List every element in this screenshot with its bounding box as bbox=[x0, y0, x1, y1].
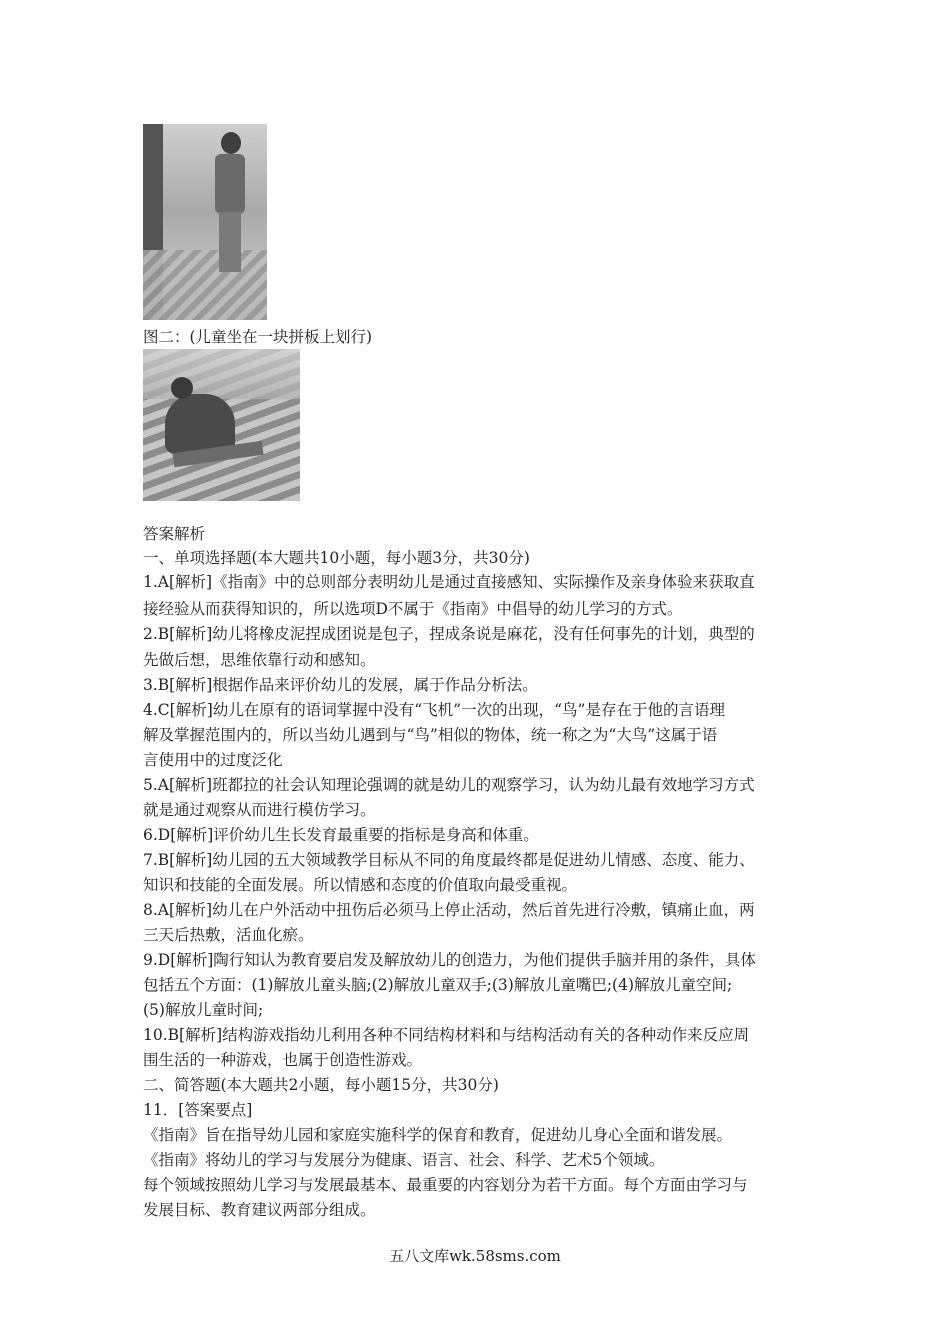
photo-shade bbox=[143, 349, 300, 399]
figure-caption-2: 图二：(儿童坐在一块拼板上划行) bbox=[143, 328, 373, 346]
answer-line: 解及掌握范围内的，所以当幼儿遇到与“鸟”相似的物体，统一称之为“大鸟”这属于语 bbox=[143, 726, 718, 744]
answer-line: 4.C[解析]幼儿在原有的语词掌握中没有“飞机”一次的出现，“鸟”是存在于他的言语理 bbox=[143, 701, 725, 719]
answer-line: 《指南》将幼儿的学习与发展分为健康、语言、社会、科学、艺术5个领域。 bbox=[143, 1151, 665, 1169]
answer-line: 7.B[解析]幼儿园的五大领域教学目标从不同的角度最终都是促进幼儿情感、态度、能力、 bbox=[143, 851, 755, 869]
answer-line: 接经验从而获得知识的，所以选项D不属于《指南》中倡导的幼儿学习的方式。 bbox=[143, 600, 683, 618]
answer-line: 先做后想，思维依靠行动和感知。 bbox=[143, 651, 376, 669]
photo-figure-head bbox=[221, 132, 241, 154]
answer-line: 言使用中的过度泛化 bbox=[143, 751, 283, 769]
photo-figure-legs bbox=[219, 212, 241, 272]
photo-child-on-board bbox=[143, 349, 300, 501]
answer-line: 每个领域按照幼儿学习与发展最基本、最重要的内容划分为若干方面。每个方面由学习与 bbox=[143, 1176, 748, 1194]
section-heading-short-answer: 二、简答题(本大题共2小题，每小题15分，共30分) bbox=[143, 1076, 499, 1094]
answer-line: 10.B[解析]结构游戏指幼儿利用各种不同结构材料和与结构活动有关的各种动作来反应周 bbox=[143, 1026, 750, 1044]
section-heading-choice: 一、单项选择题(本大题共10小题，每小题3分，共30分) bbox=[143, 549, 530, 567]
answer-line: 知识和技能的全面发展。所以情感和态度的价值取向最受重视。 bbox=[143, 876, 578, 894]
answer-line: 2.B[解析]幼儿将橡皮泥捏成团说是包子，捏成条说是麻花，没有任何事先的计划，典型的 bbox=[143, 625, 755, 643]
answer-line: 围生活的一种游戏，也属于创造性游戏。 bbox=[143, 1051, 423, 1069]
answer-line: 8.A[解析]幼儿在户外活动中扭伤后必须马上停止活动，然后首先进行冷敷，镇痛止血，两 bbox=[143, 901, 755, 919]
section-heading-answers: 答案解析 bbox=[143, 525, 206, 543]
answer-line: 9.D[解析]陶行知认为教育要启发及解放幼儿的创造力，为他们提供手脑并用的条件，具体 bbox=[143, 951, 756, 969]
answer-line: 包括五个方面：(1)解放儿童头脑;(2)解放儿童双手;(3)解放儿童嘴巴;(4)解放儿童空间; bbox=[143, 976, 733, 994]
footer-watermark: 五八文库wk.58sms.com bbox=[389, 1247, 561, 1265]
answer-line: 3.B[解析]根据作品来评价幼儿的发展，属于作品分析法。 bbox=[143, 676, 538, 694]
answer-line: 发展目标、教育建议两部分组成。 bbox=[143, 1201, 376, 1219]
photo-floor bbox=[143, 250, 267, 320]
answer-line: 1.A[解析]《指南》中的总则部分表明幼儿是通过直接感知、实际操作及亲身体验来获取直 bbox=[143, 573, 755, 591]
answer-line: 11．[答案要点] bbox=[143, 1101, 253, 1119]
answer-line: 6.D[解析]评价幼儿生长发育最重要的指标是身高和体重。 bbox=[143, 826, 539, 844]
answer-line: (5)解放儿童时间; bbox=[143, 1001, 264, 1019]
answer-line: 5.A[解析]班都拉的社会认知理论强调的就是幼儿的观察学习，认为幼儿最有效地学习方式 bbox=[143, 776, 755, 794]
answer-line: 三天后热敷，活血化瘀。 bbox=[143, 926, 314, 944]
photo-child-head bbox=[171, 377, 193, 399]
photo-child-standing bbox=[143, 124, 267, 320]
photo-figure-body bbox=[215, 154, 245, 214]
answer-line: 就是通过观察从而进行模仿学习。 bbox=[143, 801, 376, 819]
answer-line: 《指南》旨在指导幼儿园和家庭实施科学的保育和教育，促进幼儿身心全面和谐发展。 bbox=[143, 1126, 733, 1144]
